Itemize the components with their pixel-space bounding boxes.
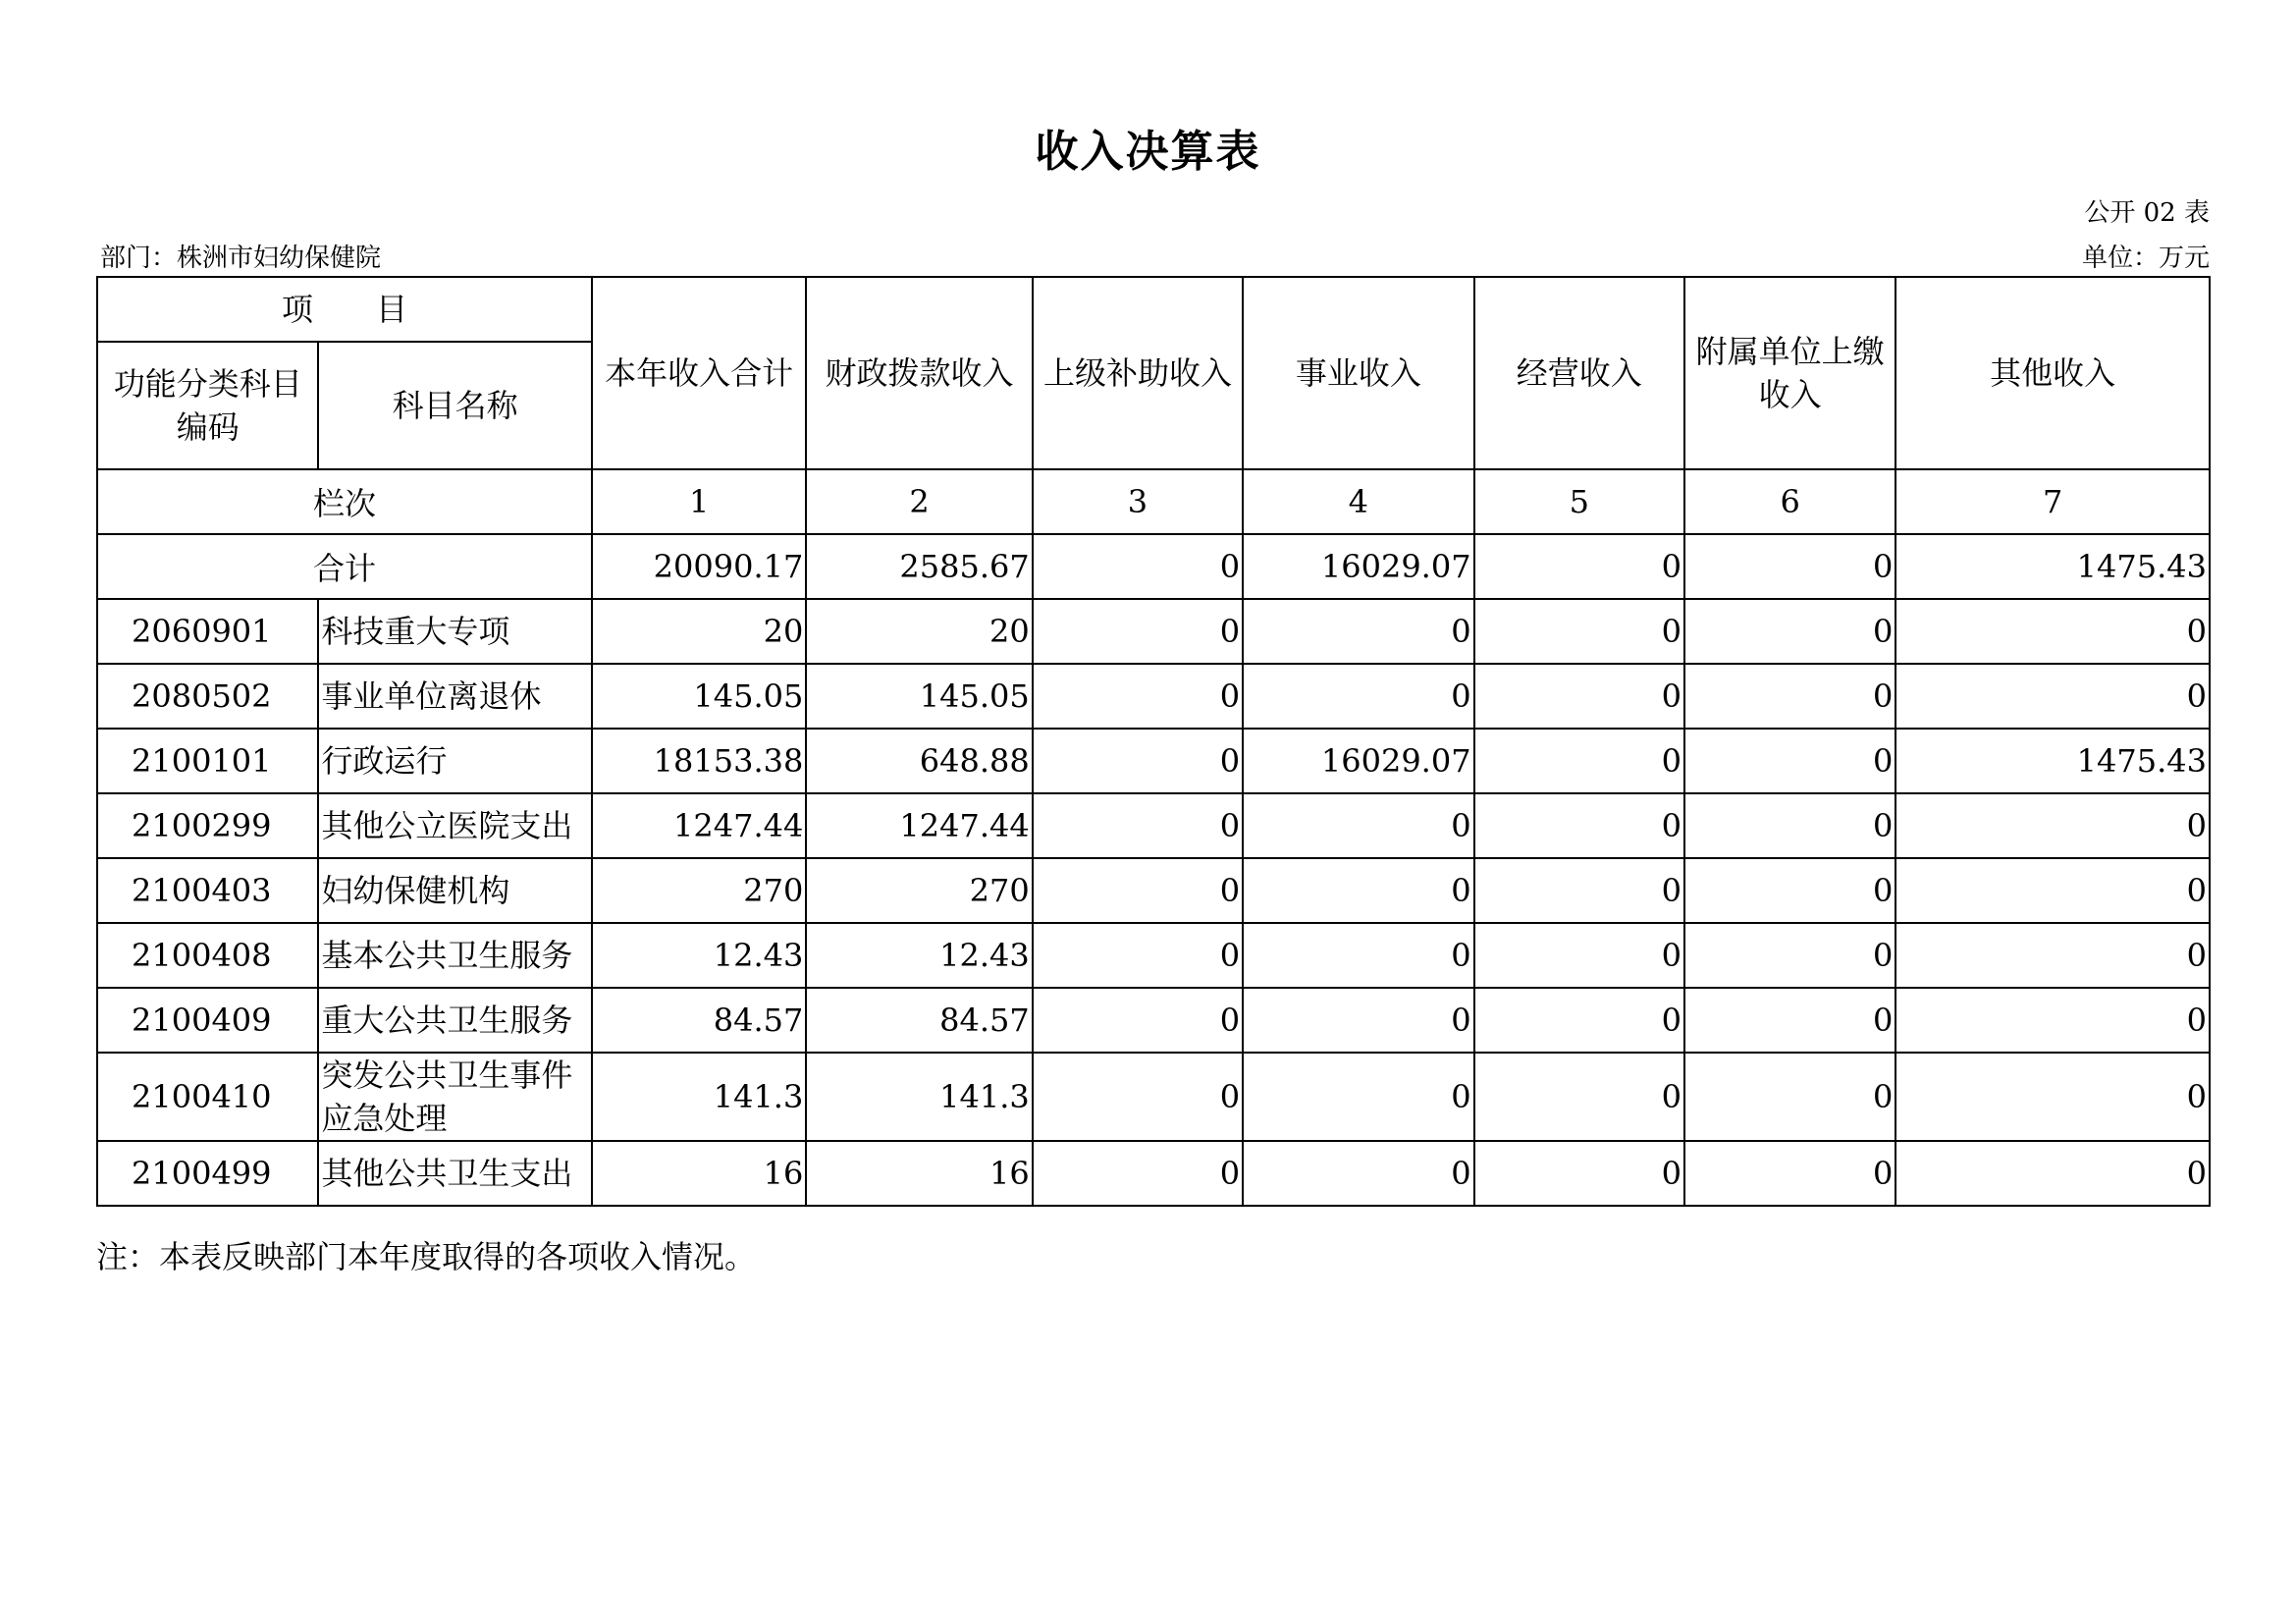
header-name: 科目名称 [318,342,592,469]
amount-cell: 0 [1243,858,1473,923]
total-value: 0 [1474,534,1684,599]
row-index-cell: 1 [592,469,806,534]
department-label: 部门：株洲市妇幼保健院 [100,244,382,273]
subject-name: 重大公共卫生服务 [318,988,592,1053]
amount-cell: 0 [1896,858,2210,923]
table-row [97,1141,2210,1206]
table-row [97,858,2210,923]
amount-cell: 0 [1033,1053,1243,1141]
total-value: 2585.67 [806,534,1032,599]
total-value: 0 [1684,534,1896,599]
amount-cell: 0 [1033,858,1243,923]
amount-cell: 145.05 [592,664,806,729]
amount-cell: 0 [1243,923,1473,988]
amount-cell: 0 [1684,1141,1896,1206]
header-col-6: 附属单位上缴收入 [1684,277,1896,469]
subject-code: 2100409 [97,988,318,1053]
total-row [97,534,2210,599]
amount-cell: 0 [1033,1141,1243,1206]
header-col-1: 本年收入合计 [592,277,806,469]
amount-cell: 270 [806,858,1032,923]
amount-cell: 0 [1474,664,1684,729]
amount-cell: 18153.38 [592,729,806,793]
amount-cell: 0 [1243,599,1473,664]
subject-name: 基本公共卫生服务 [318,923,592,988]
subject-code: 2100299 [97,793,318,858]
amount-cell: 0 [1243,1053,1473,1141]
subject-name: 事业单位离退休 [318,664,592,729]
income-table [96,276,2211,1207]
amount-cell: 0 [1474,599,1684,664]
subject-name: 其他公立医院支出 [318,793,592,858]
subject-name: 妇幼保健机构 [318,858,592,923]
amount-cell: 0 [1896,988,2210,1053]
footnote: 注：本表反映部门本年度取得的各项收入情况。 [96,1238,757,1275]
row-index-label: 栏次 [97,469,592,534]
amount-cell: 0 [1684,988,1896,1053]
amount-cell: 16 [592,1141,806,1206]
amount-cell: 0 [1243,988,1473,1053]
table-row [97,599,2210,664]
amount-cell: 0 [1033,729,1243,793]
amount-cell: 0 [1033,923,1243,988]
amount-cell: 0 [1474,988,1684,1053]
amount-cell: 12.43 [592,923,806,988]
header-code: 功能分类科目编码 [97,342,318,469]
table-number: 公开 02 表 [2084,198,2210,228]
header-col-5: 经营收入 [1474,277,1684,469]
subject-code: 2100408 [97,923,318,988]
total-value: 16029.07 [1243,534,1473,599]
unit-label: 单位：万元 [2081,244,2210,273]
data-rows [97,599,2210,1206]
amount-cell: 0 [1474,923,1684,988]
amount-cell: 648.88 [806,729,1032,793]
amount-cell: 0 [1243,664,1473,729]
subject-name: 科技重大专项 [318,599,592,664]
amount-cell: 12.43 [806,923,1032,988]
amount-cell: 1247.44 [592,793,806,858]
amount-cell: 0 [1684,599,1896,664]
amount-cell: 0 [1896,599,2210,664]
amount-cell: 270 [592,858,806,923]
table-row [97,1053,2210,1141]
row-index-row [97,469,2210,534]
subject-code: 2100403 [97,858,318,923]
amount-cell: 0 [1033,664,1243,729]
row-index-cell: 7 [1896,469,2210,534]
row-index-cell: 4 [1243,469,1473,534]
amount-cell: 0 [1033,988,1243,1053]
table-row [97,923,2210,988]
amount-cell: 0 [1896,1053,2210,1141]
amount-cell: 0 [1684,1053,1896,1141]
amount-cell: 0 [1684,858,1896,923]
subject-code: 2100499 [97,1141,318,1206]
total-value: 0 [1033,534,1243,599]
amount-cell: 16029.07 [1243,729,1473,793]
amount-cell: 1475.43 [1896,729,2210,793]
amount-cell: 0 [1033,599,1243,664]
amount-cell: 0 [1033,793,1243,858]
amount-cell: 141.3 [806,1053,1032,1141]
amount-cell: 0 [1684,729,1896,793]
amount-cell: 0 [1684,793,1896,858]
subject-code: 2060901 [97,599,318,664]
amount-cell: 84.57 [806,988,1032,1053]
subject-name: 其他公共卫生支出 [318,1141,592,1206]
amount-cell: 16 [806,1141,1032,1206]
total-value: 1475.43 [1896,534,2210,599]
table-row [97,729,2210,793]
header-item: 项 目 [97,277,592,342]
amount-cell: 0 [1474,793,1684,858]
amount-cell: 1247.44 [806,793,1032,858]
table-row [97,664,2210,729]
total-label: 合计 [97,534,592,599]
amount-cell: 20 [806,599,1032,664]
row-index-cell: 3 [1033,469,1243,534]
total-value: 20090.17 [592,534,806,599]
amount-cell: 145.05 [806,664,1032,729]
subject-name: 突发公共卫生事件应急处理 [318,1053,592,1141]
amount-cell: 0 [1896,923,2210,988]
amount-cell: 0 [1243,793,1473,858]
amount-cell: 141.3 [592,1053,806,1141]
header-col-3: 上级补助收入 [1033,277,1243,469]
amount-cell: 0 [1474,729,1684,793]
amount-cell: 0 [1474,858,1684,923]
amount-cell: 0 [1896,664,2210,729]
header-col-2: 财政拨款收入 [806,277,1032,469]
row-index-cell: 6 [1684,469,1896,534]
subject-code: 2080502 [97,664,318,729]
amount-cell: 0 [1896,1141,2210,1206]
amount-cell: 0 [1474,1053,1684,1141]
amount-cell: 84.57 [592,988,806,1053]
header-col-4: 事业收入 [1243,277,1473,469]
amount-cell: 20 [592,599,806,664]
amount-cell: 0 [1243,1141,1473,1206]
amount-cell: 0 [1896,793,2210,858]
subject-code: 2100101 [97,729,318,793]
table-row [97,793,2210,858]
amount-cell: 0 [1684,923,1896,988]
amount-cell: 0 [1474,1141,1684,1206]
subject-name: 行政运行 [318,729,592,793]
header-col-7: 其他收入 [1896,277,2210,469]
amount-cell: 0 [1684,664,1896,729]
row-index-cell: 5 [1474,469,1684,534]
subject-code: 2100410 [97,1053,318,1141]
header-row-1 [97,277,2210,342]
row-index-cell: 2 [806,469,1032,534]
table-row [97,988,2210,1053]
page-title: 收入决算表 [1035,127,1261,177]
